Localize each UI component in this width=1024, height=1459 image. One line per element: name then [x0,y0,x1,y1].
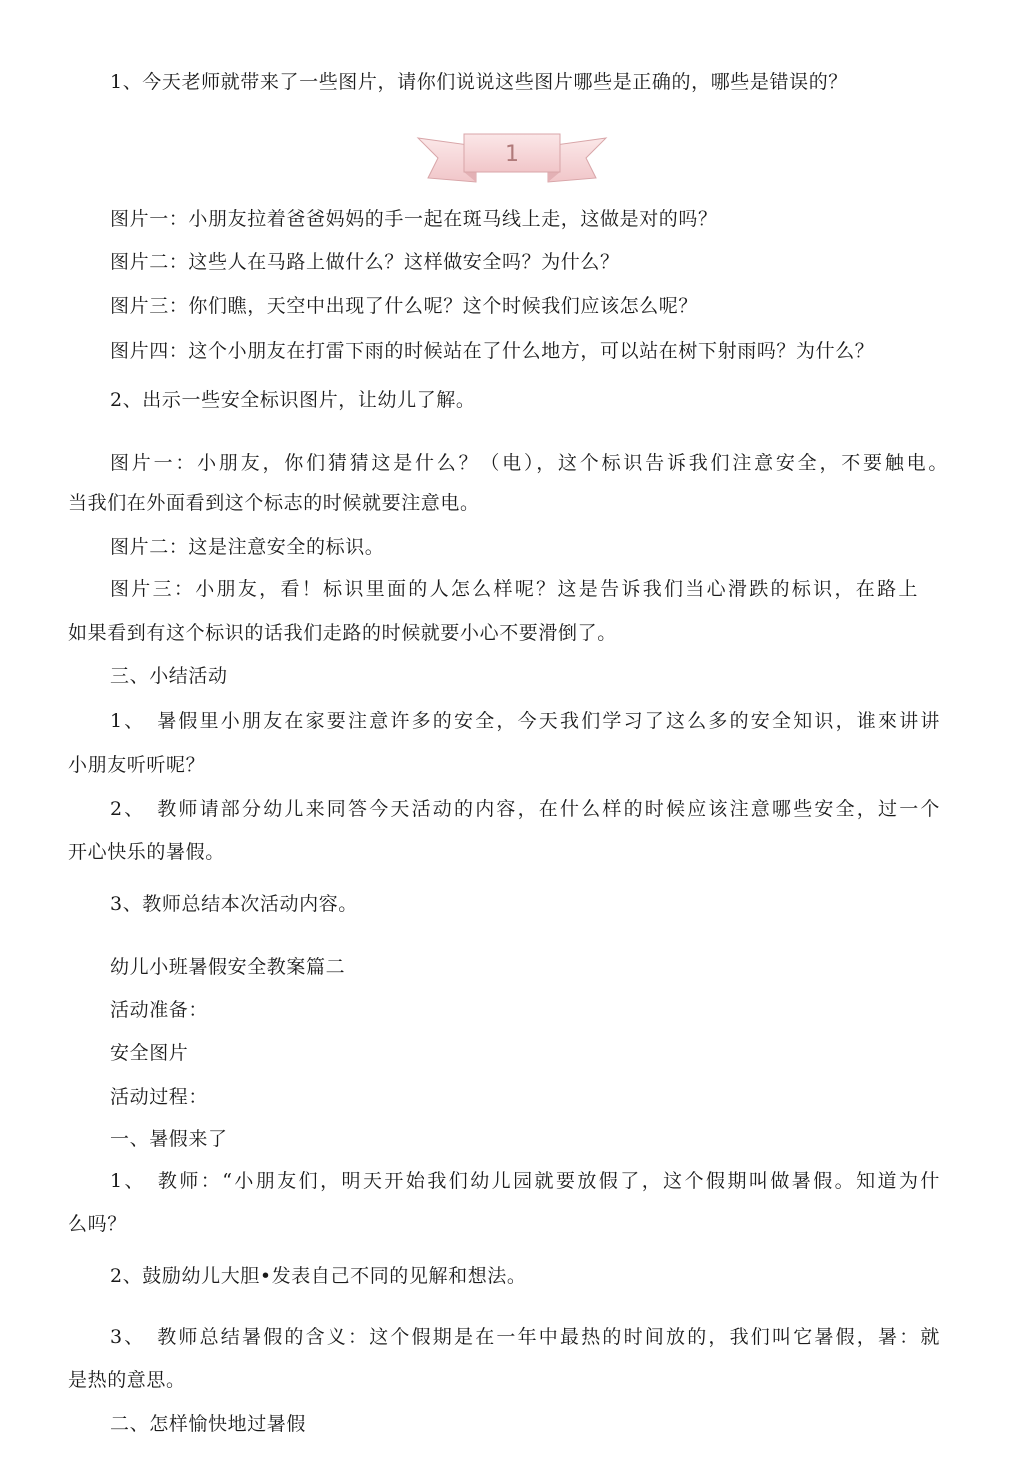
ribbon-banner-graphic [414,126,610,192]
section-b-heading: 二、怎样愉快地过暑假 [110,1413,307,1435]
picture-2-question: 图片二：这些人在马路上做什么？这样做安全吗？为什么？ [110,251,620,273]
picture-1-question: 图片一：小朋友拉着爸爸妈妈的手一起在斑马线上走，这做是对的吗？ [110,208,718,230]
process-1-line-a: 1、 教师：“小朋友们，明天开始我们幼儿园就要放假了，这个假期叫做暑假。知道为什 [110,1170,940,1192]
lesson-plan-2-title: 幼儿小班暑假安全教案篇二 [110,956,346,978]
picture-3-question: 图片三：你们瞧，天空中出现了什么呢？这个时候我们应该怎么呢？ [110,295,699,317]
activity-process-label: 活动过程： [110,1086,209,1108]
sign-1-line-a: 图片一：小朋友，你们猜猜这是什么？（电），这个标识告诉我们注意安全，不要触电。 [110,452,948,474]
process-3-line-a: 3、 教师总结暑假的含义：这个假期是在一年中最热的时间放的，我们叫它暑假，暑：就 [110,1326,940,1348]
summary-2-line-b: 开心快乐的暑假。 [68,841,225,863]
process-3-line-b: 是热的意思。 [68,1369,186,1391]
question-1: 1、今天老师就带来了一些图片，请你们说说这些图片哪些是正确的，哪些是错误的？ [110,71,848,93]
summary-3: 3、教师总结本次活动内容。 [110,893,358,915]
picture-4-question: 图片四：这个小朋友在打雷下雨的时候站在了什么地方，可以站在树下射雨吗？为什么？ [110,340,875,362]
ribbon-banner [414,126,610,192]
process-1-line-b: 么吗？ [68,1213,127,1235]
summary-1-line-a: 1、 暑假里小朋友在家要注意许多的安全，今天我们学习了这么多的安全知识，谁來讲讲 [110,710,940,732]
section-a-heading: 一、暑假来了 [110,1128,228,1150]
sign-2: 图片二：这是注意安全的标识。 [110,536,385,558]
activity-prep-label: 活动准备： [110,999,209,1021]
item-2-safety-signs: 2、出示一些安全标识图片，让幼儿了解。 [110,389,476,411]
sign-1-line-b: 当我们在外面看到这个标志的时候就要注意电。 [68,492,480,514]
summary-1-line-b: 小朋友听听呢？ [68,754,206,776]
sign-3-line-b: 如果看到有这个标识的话我们走路的时候就要小心不要滑倒了。 [68,622,617,644]
ribbon-number: 1 [505,142,519,167]
summary-2-line-a: 2、 教师请部分幼儿来同答今天活动的内容，在什么样的时候应该注意哪些安全，过一个 [110,798,940,820]
section-3-heading: 三、小结活动 [110,665,228,687]
activity-prep-content: 安全图片 [110,1042,189,1064]
sign-3-line-a: 图片三：小朋友，看！标识里面的人怎么样呢？这是告诉我们当心滑跌的标识，在路上 [110,578,918,600]
process-2: 2、鼓励幼儿大胆•发表自己不同的见解和想法。 [110,1265,527,1287]
